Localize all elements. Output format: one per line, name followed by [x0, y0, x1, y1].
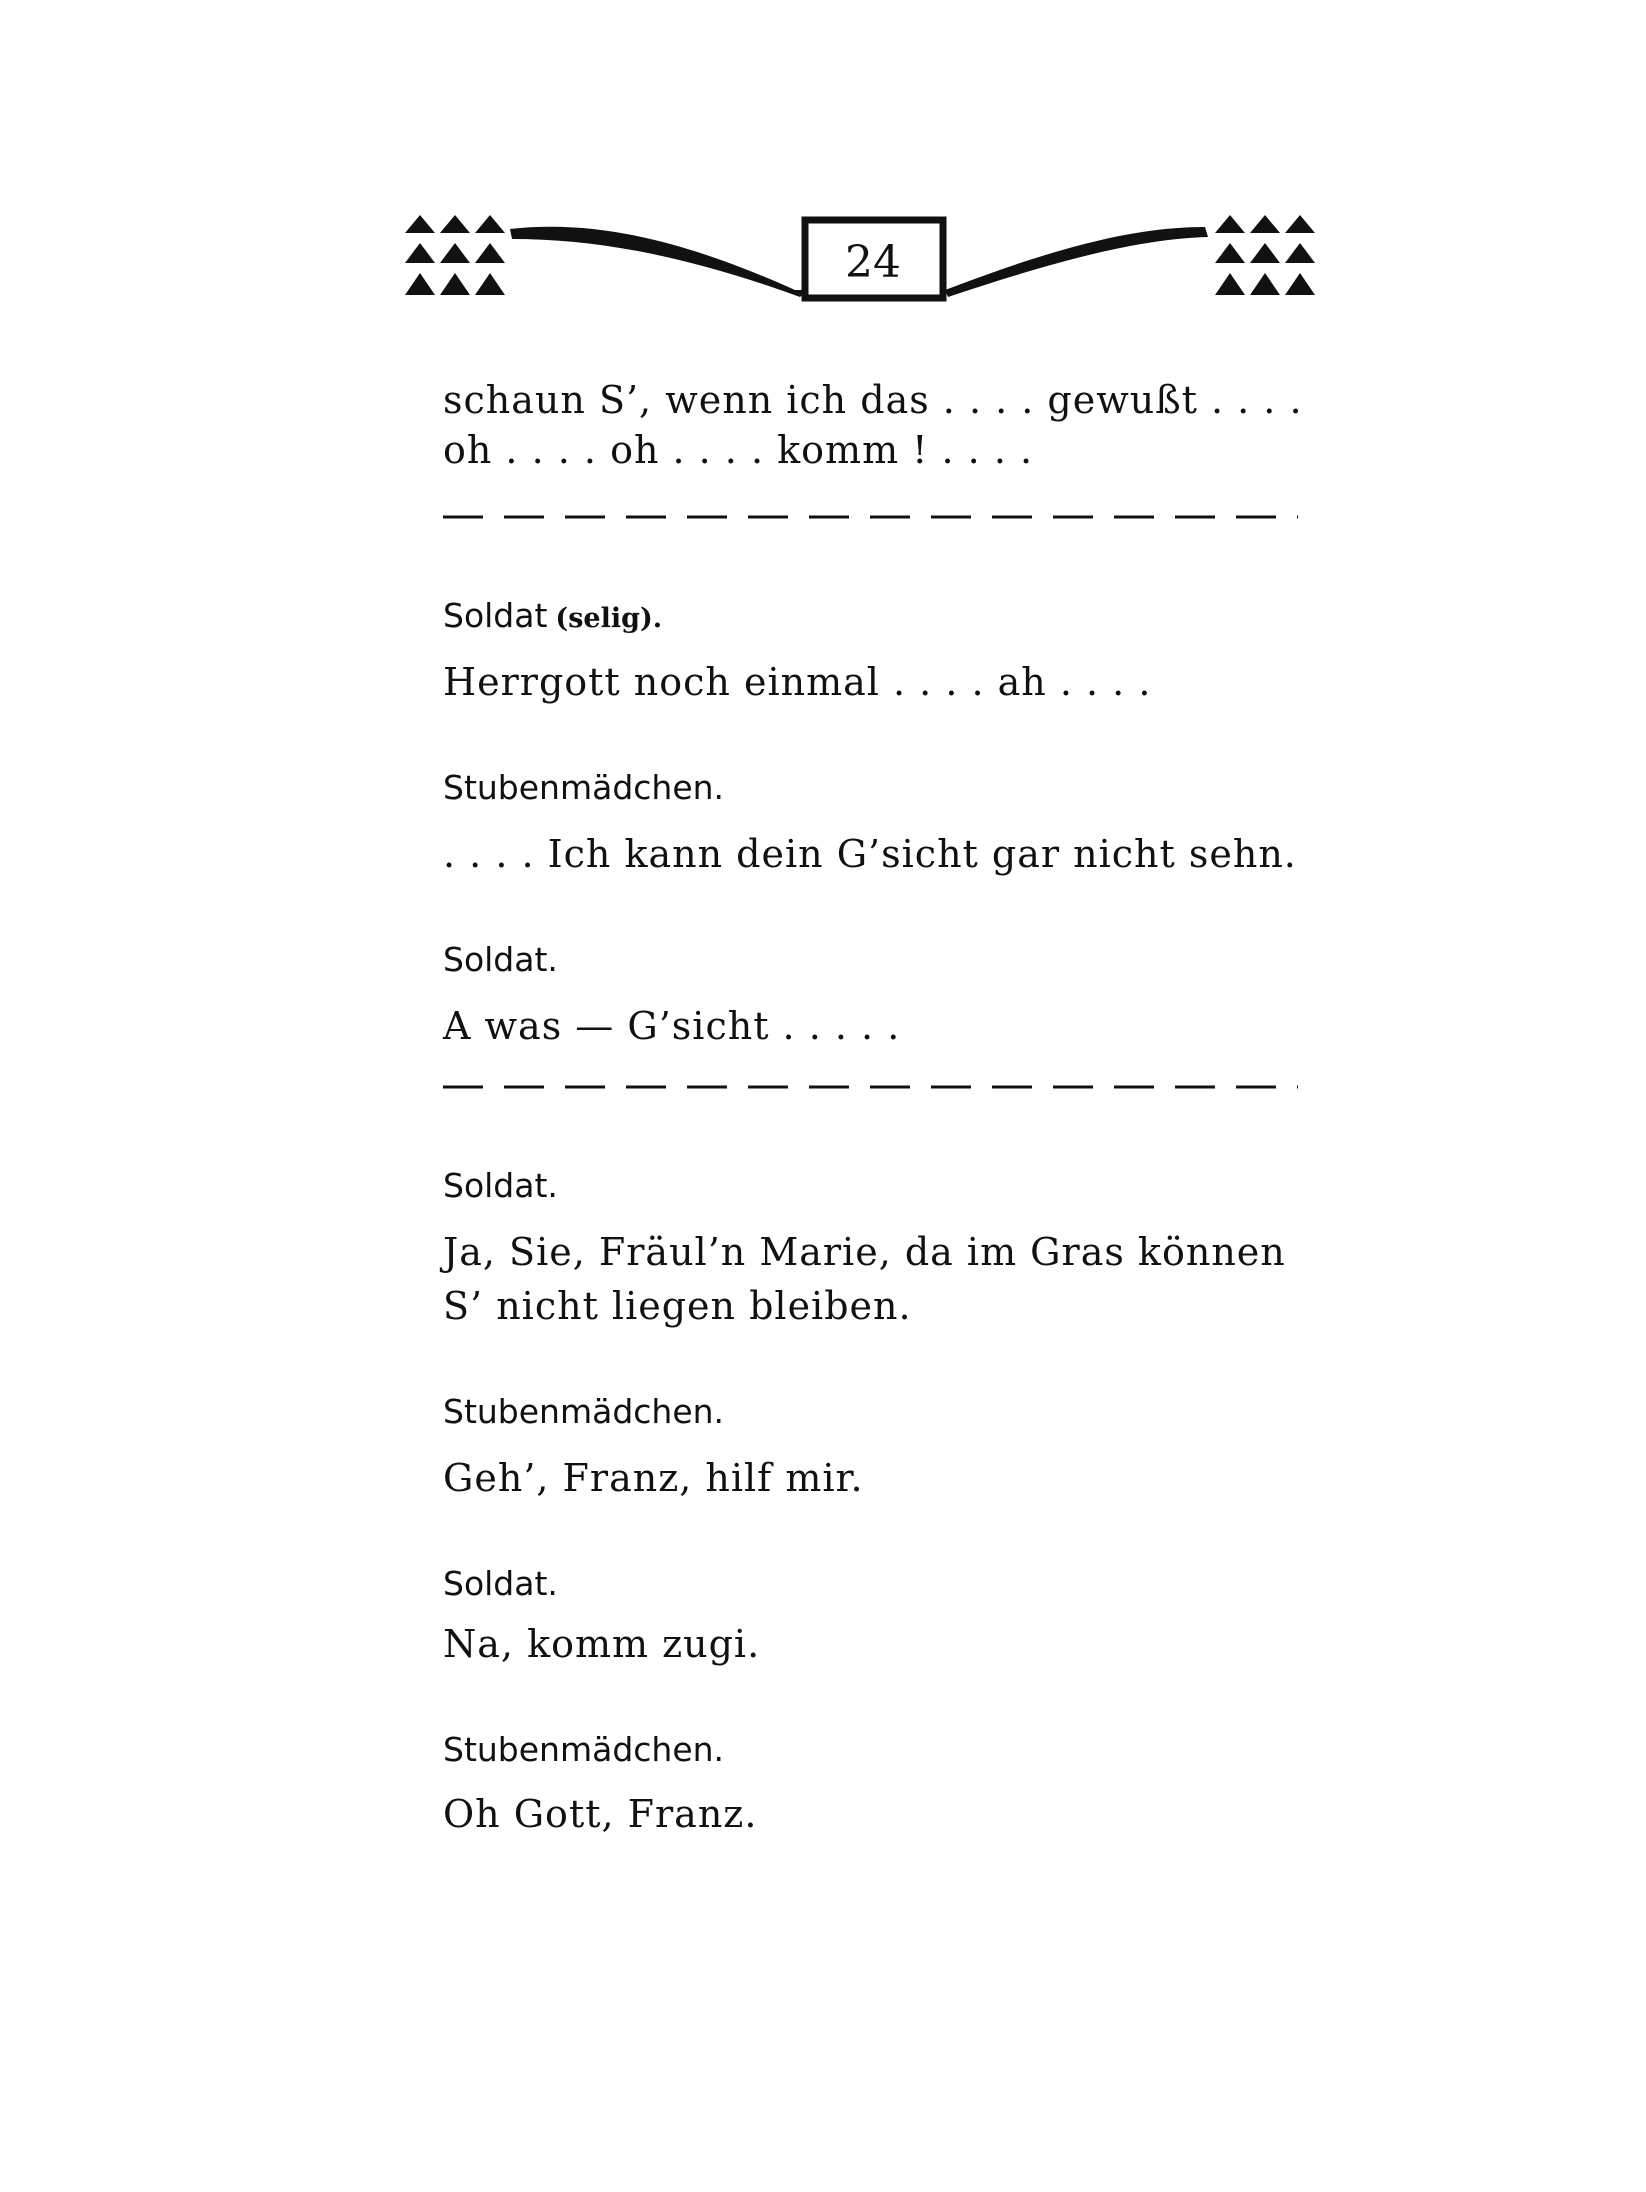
page-number: 24: [845, 237, 901, 288]
text-line: schaun S’, wenn ich das . . . . gewußt . . . .: [443, 378, 1303, 422]
right-spade-cluster-icon: [1215, 215, 1315, 295]
text-line: A was — G’sicht . . . . .: [443, 1004, 901, 1048]
text-line: Ja, Sie, Fräul’n Marie, da im Gras können: [443, 1230, 1286, 1274]
dash-separator: [443, 1082, 1298, 1092]
speaker-name: Soldat.: [443, 940, 558, 979]
text-line: S’ nicht liegen bleiben.: [443, 1284, 912, 1328]
text-line: Na, komm zugi.: [443, 1622, 761, 1666]
text-line: . . . . Ich kann dein G’sicht gar nicht sehn.: [443, 832, 1297, 876]
stage-direction: (selig).: [555, 603, 663, 634]
text-line: Herrgott noch einmal . . . . ah . . . .: [443, 660, 1152, 704]
text-line: oh . . . . oh . . . . komm ! . . . .: [443, 428, 1034, 472]
right-swoosh: [945, 227, 1208, 297]
left-swoosh: [510, 227, 808, 297]
text-line: Oh Gott, Franz.: [443, 1792, 758, 1836]
speaker-name: Stubenmädchen.: [443, 768, 725, 807]
speaker-name: Soldat.: [443, 1166, 558, 1205]
speaker-name: Soldat.: [443, 1564, 558, 1603]
text-line: Geh’, Franz, hilf mir.: [443, 1456, 864, 1500]
speaker-name: Soldat (selig).: [443, 596, 663, 635]
speaker-name: Stubenmädchen.: [443, 1730, 725, 1769]
left-spade-cluster-icon: [405, 215, 505, 295]
dash-separator: [443, 512, 1298, 522]
speaker-name: Stubenmädchen.: [443, 1392, 725, 1431]
